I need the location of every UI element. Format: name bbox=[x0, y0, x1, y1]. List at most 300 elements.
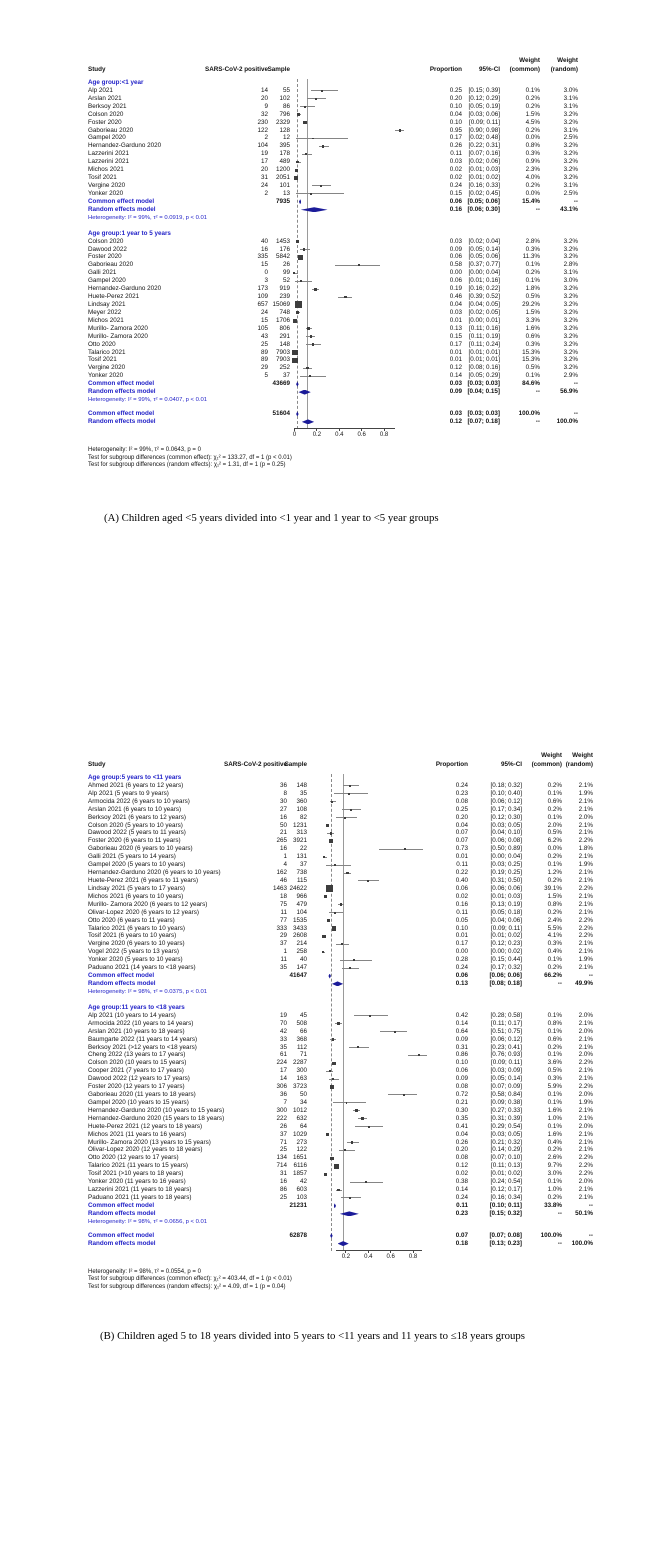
study-row bbox=[88, 127, 598, 135]
model-weight-common: 84.6% bbox=[522, 380, 540, 388]
study-weight-random: 1.8% bbox=[578, 845, 593, 853]
study-sample: 508 bbox=[296, 1019, 307, 1027]
study-row bbox=[88, 261, 598, 269]
study-row bbox=[88, 1051, 598, 1059]
study-ci: [0.24; 0.54] bbox=[490, 1178, 522, 1186]
pooled-diamond bbox=[340, 1211, 359, 1216]
model-row bbox=[88, 410, 598, 418]
heterogeneity-note-text: Heterogeneity: I² = 98%, τ² = 0.0375, p < 0.01 bbox=[88, 988, 208, 995]
study-proportion: 0.15 bbox=[449, 189, 462, 197]
plot-cell bbox=[290, 127, 415, 135]
study-name: Gampel 2020 bbox=[88, 277, 126, 285]
study-name: Berksoy 2021 (>12 years to <18 years) bbox=[88, 1043, 197, 1051]
study-row bbox=[88, 150, 598, 158]
study-name: Colson 2020 bbox=[88, 110, 124, 118]
study-sample: 2329 bbox=[275, 118, 290, 126]
study-positive: 21 bbox=[279, 829, 287, 837]
study-proportion: 0.06 bbox=[449, 277, 462, 285]
model-weight-common: -- bbox=[557, 1239, 562, 1247]
study-positive: 109 bbox=[257, 293, 268, 301]
study-row bbox=[88, 845, 598, 853]
study-weight-random: 2.1% bbox=[578, 1075, 593, 1083]
study-positive: 16 bbox=[260, 245, 268, 253]
study-ci: [0.02; 0.48] bbox=[468, 134, 500, 142]
study-weight-common: 0.8% bbox=[547, 900, 562, 908]
model-ci: [0.08; 0.18] bbox=[489, 979, 522, 987]
study-weight-common: 1.0% bbox=[547, 1186, 562, 1194]
plot-cell bbox=[307, 1123, 432, 1131]
study-sample: 313 bbox=[296, 829, 307, 837]
model-label: Common effect model bbox=[88, 197, 155, 205]
study-weight-random: 2.2% bbox=[578, 932, 593, 940]
study-ci: [0.39; 0.52] bbox=[468, 293, 500, 301]
header-positive: SARS-CoV-2 positive bbox=[205, 66, 268, 74]
study-marker-square bbox=[344, 1149, 346, 1151]
study-weight-random: 3.2% bbox=[563, 150, 578, 158]
model-proportion: 0.09 bbox=[449, 388, 462, 396]
study-sample: 3723 bbox=[292, 1083, 307, 1091]
plot-cell bbox=[307, 798, 432, 806]
study-weight-random: 2.1% bbox=[578, 1019, 593, 1027]
ci-line bbox=[296, 193, 344, 194]
study-name: Foster 2020 (6 years to 11 years) bbox=[88, 837, 181, 845]
figure-caption-b: (B) Children aged 5 to 18 years divided into 5 years to <11 years and 11 years to ≤18 years groups bbox=[100, 1330, 525, 1342]
model-proportion: 0.07 bbox=[455, 1231, 468, 1239]
study-ci: [0.06; 0.06] bbox=[490, 884, 522, 892]
study-proportion: 0.72 bbox=[455, 1091, 468, 1099]
study-proportion: 0.01 bbox=[449, 356, 462, 364]
study-weight-common: 0.2% bbox=[547, 964, 562, 972]
plot-cell bbox=[307, 1162, 432, 1170]
study-marker-square bbox=[315, 98, 317, 100]
model-label: Common effect model bbox=[88, 1201, 155, 1209]
model-sample: 21231 bbox=[289, 1201, 307, 1209]
plot-cell bbox=[307, 1012, 432, 1020]
study-ci: [0.31; 0.50] bbox=[490, 876, 522, 884]
study-ci: [0.12; 0.29] bbox=[468, 94, 500, 102]
study-proportion: 0.09 bbox=[455, 1075, 468, 1083]
model-ci: [0.03; 0.03] bbox=[467, 410, 500, 418]
study-proportion: 0.14 bbox=[449, 372, 462, 380]
study-proportion: 0.28 bbox=[455, 956, 468, 964]
study-positive: 230 bbox=[257, 118, 268, 126]
study-row bbox=[88, 901, 598, 909]
model-proportion: 0.03 bbox=[449, 410, 462, 418]
ci-line bbox=[339, 1150, 356, 1151]
study-weight-common: 6.2% bbox=[547, 837, 562, 845]
study-positive: 19 bbox=[260, 150, 268, 158]
study-weight-common: 0.2% bbox=[547, 805, 562, 813]
study-marker-square bbox=[346, 1102, 348, 1104]
study-marker-square bbox=[367, 880, 369, 882]
study-weight-common: 1.8% bbox=[525, 285, 540, 293]
study-row bbox=[88, 111, 598, 119]
model-label: Common effect model bbox=[88, 410, 155, 418]
study-name: Huete-Perez 2021 bbox=[88, 293, 140, 301]
study-sample: 40 bbox=[299, 956, 307, 964]
heterogeneity-note bbox=[88, 396, 598, 404]
plot-cell bbox=[307, 956, 432, 964]
plot-cell bbox=[307, 917, 432, 925]
study-positive: 265 bbox=[276, 837, 287, 845]
study-weight-random: 3.2% bbox=[563, 174, 578, 182]
study-ci: [0.37; 0.77] bbox=[468, 261, 500, 269]
plot-cell bbox=[307, 980, 432, 988]
study-ci: [0.58; 0.84] bbox=[490, 1091, 522, 1099]
study-positive: 15 bbox=[260, 261, 268, 269]
study-proportion: 0.06 bbox=[455, 884, 468, 892]
study-ci: [0.04; 0.06] bbox=[490, 916, 522, 924]
study-weight-common: 0.5% bbox=[547, 829, 562, 837]
study-marker-square bbox=[344, 296, 346, 298]
header-weight-common-1: Weight bbox=[541, 752, 562, 760]
study-sample: 71 bbox=[299, 1051, 307, 1059]
study-name: Gaborieau 2020 bbox=[88, 261, 134, 269]
plot-cell bbox=[290, 301, 415, 309]
heterogeneity-note-text: Heterogeneity: I² = 99%, τ² = 0.0919, p < 0.01 bbox=[88, 214, 208, 221]
study-positive: 8 bbox=[283, 789, 287, 797]
plot-cell bbox=[307, 964, 432, 972]
study-row bbox=[88, 893, 598, 901]
study-weight-common: 1.2% bbox=[547, 869, 562, 877]
study-name: Foster 2020 bbox=[88, 118, 122, 126]
group-label: Age group:5 years to <11 years bbox=[88, 774, 182, 781]
study-weight-common: 1.0% bbox=[547, 1114, 562, 1122]
study-name: Arslan 2021 bbox=[88, 94, 122, 102]
study-name: Vergine 2020 bbox=[88, 181, 126, 189]
study-weight-random: 2.1% bbox=[578, 869, 593, 877]
study-weight-common: 1.6% bbox=[547, 1106, 562, 1114]
study-positive: 29 bbox=[279, 932, 287, 940]
study-marker-square bbox=[330, 1085, 334, 1089]
study-row bbox=[88, 1123, 598, 1131]
plot-cell bbox=[290, 325, 415, 333]
model-sample: 51604 bbox=[272, 410, 290, 418]
ci-line bbox=[341, 1197, 361, 1198]
study-positive: 1 bbox=[283, 948, 287, 956]
study-marker-square bbox=[307, 327, 310, 330]
header-weight-random-2: (random) bbox=[550, 66, 578, 74]
study-ci: [0.01; 0.01] bbox=[468, 356, 500, 364]
study-ci: [0.02; 0.04] bbox=[468, 237, 500, 245]
study-weight-random: 2.0% bbox=[578, 1178, 593, 1186]
study-row bbox=[88, 142, 598, 150]
plot-cell bbox=[307, 861, 432, 869]
study-ci: [0.28; 0.58] bbox=[490, 1011, 522, 1019]
model-weight-common: 100.0% bbox=[540, 1231, 562, 1239]
study-proportion: 0.14 bbox=[455, 1186, 468, 1194]
study-sample: 360 bbox=[296, 797, 307, 805]
study-sample: 86 bbox=[282, 102, 290, 110]
study-marker-square bbox=[292, 358, 298, 364]
study-ci: [0.08; 0.16] bbox=[468, 364, 500, 372]
study-row bbox=[88, 1186, 598, 1194]
study-marker-square bbox=[296, 161, 299, 164]
axis-tick bbox=[368, 1250, 369, 1253]
study-row bbox=[88, 885, 598, 893]
group-label: Age group:1 year to 5 years bbox=[88, 229, 171, 237]
study-positive: 1 bbox=[283, 853, 287, 861]
study-proportion: 0.05 bbox=[455, 916, 468, 924]
study-name: Berksoy 2021 bbox=[88, 102, 127, 110]
study-positive: 27 bbox=[279, 805, 287, 813]
study-weight-random: 2.1% bbox=[578, 1146, 593, 1154]
study-row bbox=[88, 1162, 598, 1170]
study-positive: 31 bbox=[279, 1170, 287, 1178]
study-sample: 395 bbox=[279, 142, 290, 150]
study-marker-square bbox=[293, 319, 297, 323]
study-name: Yonker 2020 (5 years to 10 years) bbox=[88, 956, 183, 964]
study-proportion: 0.31 bbox=[455, 1043, 468, 1051]
study-sample: 6116 bbox=[293, 1162, 307, 1170]
study-marker-square bbox=[295, 169, 298, 172]
plot-cell bbox=[307, 1178, 432, 1186]
model-weight-random: 100.0% bbox=[556, 417, 578, 425]
study-marker-square bbox=[295, 301, 302, 308]
study-weight-random: 2.1% bbox=[578, 1130, 593, 1138]
study-row bbox=[88, 925, 598, 933]
model-ci: [0.07; 0.18] bbox=[467, 417, 500, 425]
study-positive: 19 bbox=[279, 1011, 287, 1019]
study-proportion: 0.19 bbox=[449, 285, 462, 293]
study-name: Otto 2020 (6 years to 11 years) bbox=[88, 916, 175, 924]
plot-cell bbox=[307, 829, 432, 837]
study-name: Lindsay 2021 bbox=[88, 300, 126, 308]
study-proportion: 0.02 bbox=[449, 166, 462, 174]
study-marker-square bbox=[320, 185, 322, 187]
study-marker-square bbox=[355, 1109, 358, 1112]
plot-cell bbox=[290, 246, 415, 254]
study-marker-square bbox=[350, 809, 352, 811]
footnote-text: Test for subgroup differences (common effect): χ₁² = 403.44, df = 1 (p < 0.01) bbox=[88, 1276, 292, 1283]
study-row bbox=[88, 1178, 598, 1186]
plot-cell bbox=[290, 349, 415, 357]
study-weight-random: 2.0% bbox=[578, 1122, 593, 1130]
study-weight-common: 0.2% bbox=[547, 1146, 562, 1154]
plot-cell bbox=[290, 158, 415, 166]
study-name: Gaborieau 2020 bbox=[88, 126, 134, 134]
study-proportion: 0.02 bbox=[449, 174, 462, 182]
study-weight-common: 0.6% bbox=[547, 1035, 562, 1043]
plot-cell bbox=[290, 87, 415, 95]
study-ci: [0.50; 0.89] bbox=[490, 845, 522, 853]
plot-cell bbox=[290, 333, 415, 341]
study-positive: 1463 bbox=[272, 884, 287, 892]
study-positive: 306 bbox=[276, 1083, 287, 1091]
study-positive: 20 bbox=[260, 166, 268, 174]
study-weight-random: 3.2% bbox=[563, 245, 578, 253]
study-positive: 105 bbox=[257, 324, 268, 332]
study-name: Alp 2021 (5 years to 9 years) bbox=[88, 789, 169, 797]
study-positive: 16 bbox=[279, 845, 287, 853]
study-weight-common: 4.0% bbox=[525, 174, 540, 182]
study-name: Alp 2021 (10 years to 14 years) bbox=[88, 1011, 176, 1019]
study-weight-random: 3.2% bbox=[563, 356, 578, 364]
study-proportion: 0.24 bbox=[455, 964, 468, 972]
pooled-diamond bbox=[332, 981, 343, 986]
study-row bbox=[88, 822, 598, 830]
study-positive: 122 bbox=[257, 126, 268, 134]
study-ci: [0.29; 0.54] bbox=[490, 1122, 522, 1130]
model-sample: 7935 bbox=[275, 197, 290, 205]
study-positive: 24 bbox=[260, 308, 268, 316]
study-row bbox=[88, 1107, 598, 1115]
model-weight-common: 15.4% bbox=[522, 197, 540, 205]
study-marker-square bbox=[323, 856, 325, 858]
study-weight-common: 0.1% bbox=[547, 1178, 562, 1186]
model-row bbox=[88, 388, 598, 396]
study-weight-random: 2.1% bbox=[578, 1043, 593, 1051]
study-positive: 300 bbox=[276, 1106, 287, 1114]
study-positive: 37 bbox=[279, 940, 287, 948]
study-sample: 163 bbox=[296, 1075, 307, 1083]
study-positive: 89 bbox=[260, 356, 268, 364]
study-name: Dawood 2022 bbox=[88, 245, 127, 253]
study-name: Cooper 2021 (7 years to 17 years) bbox=[88, 1067, 184, 1075]
study-name: Otto 2020 bbox=[88, 340, 116, 348]
study-weight-common: 0.0% bbox=[547, 845, 562, 853]
study-name: Foster 2020 (12 years to 17 years) bbox=[88, 1083, 185, 1091]
footnote bbox=[88, 1283, 598, 1291]
study-marker-square bbox=[353, 959, 355, 961]
study-ci: [0.00; 0.01] bbox=[468, 316, 500, 324]
study-weight-common: 0.2% bbox=[525, 269, 540, 277]
plot-cell bbox=[290, 238, 415, 246]
axis-tick-label: 0.8 bbox=[379, 431, 389, 438]
study-proportion: 0.46 bbox=[449, 293, 462, 301]
study-positive: 9 bbox=[264, 102, 268, 110]
study-row bbox=[88, 95, 598, 103]
model-label: Random effects model bbox=[88, 205, 156, 213]
study-row bbox=[88, 964, 598, 972]
study-ci: [0.00; 0.02] bbox=[490, 948, 522, 956]
study-weight-random: 3.2% bbox=[563, 324, 578, 332]
study-proportion: 0.04 bbox=[455, 821, 468, 829]
pooled-diamond bbox=[328, 974, 331, 979]
plot-cell bbox=[307, 1044, 432, 1052]
study-ci: [0.02; 0.45] bbox=[468, 189, 500, 197]
plot-cell bbox=[290, 285, 415, 293]
study-row bbox=[88, 87, 598, 95]
plot-cell bbox=[307, 814, 432, 822]
study-proportion: 0.03 bbox=[449, 158, 462, 166]
study-positive: 25 bbox=[260, 340, 268, 348]
study-sample: 273 bbox=[296, 1138, 307, 1146]
study-positive: 222 bbox=[276, 1114, 287, 1122]
study-ci: [0.03; 0.05] bbox=[490, 821, 522, 829]
study-sample: 603 bbox=[296, 1186, 307, 1194]
study-name: Alp 2021 bbox=[88, 86, 113, 94]
study-weight-common: 0.1% bbox=[525, 261, 540, 269]
pooled-diamond bbox=[338, 1241, 349, 1246]
study-weight-random: 3.1% bbox=[563, 102, 578, 110]
study-weight-random: 2.1% bbox=[578, 892, 593, 900]
study-proportion: 0.07 bbox=[455, 837, 468, 845]
study-positive: 26 bbox=[279, 1122, 287, 1130]
study-ci: [0.10; 0.40] bbox=[490, 789, 522, 797]
study-ci: [0.11; 0.17] bbox=[490, 1019, 522, 1027]
plot-cell bbox=[290, 293, 415, 301]
study-sample: 1535 bbox=[292, 916, 307, 924]
study-row bbox=[88, 1067, 598, 1075]
study-sample: 919 bbox=[279, 285, 290, 293]
model-proportion: 0.11 bbox=[456, 1201, 468, 1209]
spacer bbox=[88, 996, 598, 1004]
plot-cell bbox=[307, 932, 432, 940]
study-name: Gaborieau 2020 (11 years to 18 years) bbox=[88, 1091, 196, 1099]
study-positive: 20 bbox=[260, 94, 268, 102]
study-sample: 147 bbox=[296, 964, 307, 972]
plot-cell bbox=[290, 317, 415, 325]
study-weight-common: 0.4% bbox=[547, 948, 562, 956]
study-weight-common: 2.8% bbox=[525, 237, 540, 245]
study-proportion: 0.17 bbox=[455, 940, 468, 948]
study-weight-random: 2.1% bbox=[578, 1067, 593, 1075]
study-name: Tosif 2021 (6 years to 10 years) bbox=[88, 932, 177, 940]
model-proportion: 0.16 bbox=[449, 205, 462, 213]
study-name: Hernandez-Garduno 2020 (10 years to 15 years) bbox=[88, 1106, 225, 1114]
footnote bbox=[88, 1275, 598, 1283]
study-ci: [0.12; 0.23] bbox=[490, 940, 522, 948]
study-marker-square bbox=[334, 864, 336, 866]
study-positive: 14 bbox=[279, 1075, 287, 1083]
study-sample: 37 bbox=[282, 372, 290, 380]
study-weight-common: 0.2% bbox=[525, 181, 540, 189]
plot-cell bbox=[307, 1186, 432, 1194]
study-positive: 25 bbox=[279, 1194, 287, 1202]
model-label: Random effects model bbox=[88, 1209, 156, 1217]
model-weight-random: -- bbox=[573, 410, 578, 418]
study-proportion: 0.08 bbox=[455, 797, 468, 805]
model-weight-random: -- bbox=[588, 972, 593, 980]
study-positive: 16 bbox=[279, 813, 287, 821]
study-name: Talarico 2021 bbox=[88, 348, 126, 356]
pooled-diamond bbox=[299, 199, 302, 204]
study-proportion: 0.20 bbox=[449, 94, 462, 102]
plot-cell bbox=[290, 388, 415, 396]
study-marker-square bbox=[326, 824, 329, 827]
study-proportion: 0.14 bbox=[455, 1019, 468, 1027]
study-marker-square bbox=[300, 280, 302, 282]
plot-cell bbox=[307, 948, 432, 956]
study-sample: 258 bbox=[296, 948, 307, 956]
study-sample: 12 bbox=[282, 134, 290, 142]
study-weight-common: 0.1% bbox=[547, 1027, 562, 1035]
study-marker-square bbox=[297, 113, 300, 116]
study-weight-common: 0.3% bbox=[525, 245, 540, 253]
study-sample: 239 bbox=[279, 293, 290, 301]
study-marker-square bbox=[334, 912, 336, 914]
study-sample: 131 bbox=[296, 853, 307, 861]
study-ci: [0.01; 0.02] bbox=[468, 174, 500, 182]
axis-tick-label: 0.4 bbox=[335, 431, 344, 438]
study-weight-common: 0.1% bbox=[547, 789, 562, 797]
header-sample: Sample bbox=[284, 761, 307, 769]
plot-cell bbox=[307, 877, 432, 885]
study-weight-random: 2.2% bbox=[578, 884, 593, 892]
study-row bbox=[88, 246, 598, 254]
study-positive: 5 bbox=[264, 372, 268, 380]
study-weight-random: 2.0% bbox=[578, 1051, 593, 1059]
plot-cell bbox=[290, 309, 415, 317]
study-sample: 1012 bbox=[292, 1106, 307, 1114]
column-header-row-1 bbox=[88, 57, 598, 65]
study-weight-common: 0.1% bbox=[547, 1098, 562, 1106]
pooled-diamond bbox=[301, 207, 328, 212]
study-row bbox=[88, 798, 598, 806]
axis-tick-label: 0.6 bbox=[357, 431, 366, 438]
study-row bbox=[88, 932, 598, 940]
